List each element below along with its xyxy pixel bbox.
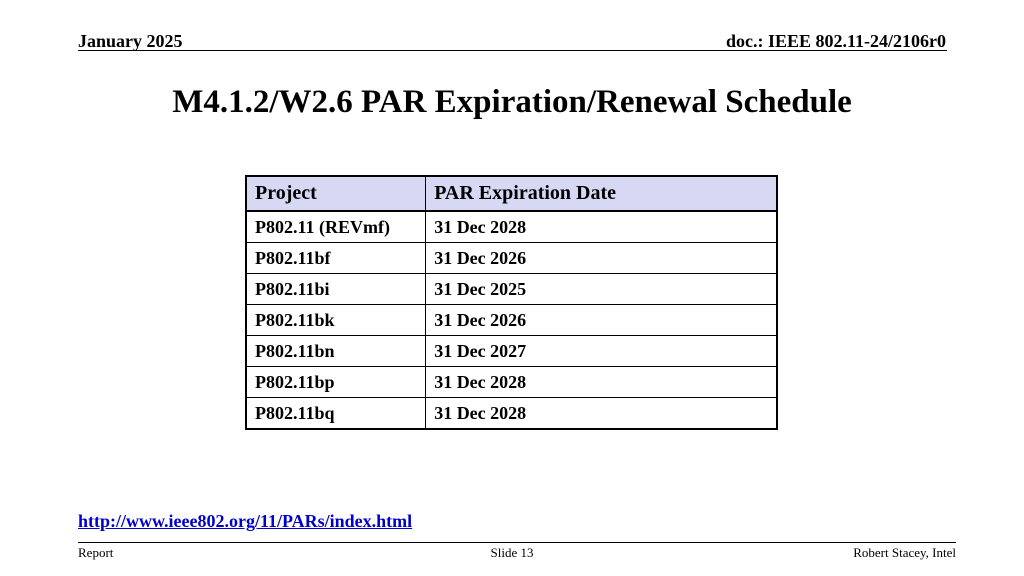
project-cell: P802.11bi bbox=[246, 274, 426, 305]
expiration-date-cell: 31 Dec 2028 bbox=[426, 367, 777, 398]
table-row bbox=[246, 398, 777, 430]
table-row bbox=[246, 243, 777, 274]
project-cell: P802.11bq bbox=[246, 398, 426, 430]
expiration-date-cell: 31 Dec 2026 bbox=[426, 243, 777, 274]
header-date: January 2025 bbox=[78, 31, 183, 51]
pars-index-link[interactable]: http://www.ieee802.org/11/PARs/index.html bbox=[78, 511, 413, 531]
header-doc-id: doc.: IEEE 802.11-24/2106r0 bbox=[725, 31, 946, 51]
column-header-expiration-date: PAR Expiration Date bbox=[426, 176, 777, 211]
expiration-date-cell: 31 Dec 2026 bbox=[426, 305, 777, 336]
table-row bbox=[246, 211, 777, 243]
expiration-date-cell: 31 Dec 2025 bbox=[426, 274, 777, 305]
expiration-date-cell: 31 Dec 2028 bbox=[426, 211, 777, 243]
project-cell: P802.11 (REVmf) bbox=[246, 211, 426, 243]
slide-title: M4.1.2/W2.6 PAR Expiration/Renewal Schedule bbox=[172, 84, 852, 120]
expiration-date-cell: 31 Dec 2027 bbox=[426, 336, 777, 367]
footer-divider bbox=[78, 542, 956, 543]
project-cell: P802.11bf bbox=[246, 243, 426, 274]
column-header-project: Project bbox=[246, 176, 426, 211]
footer-report-label: Report bbox=[78, 545, 114, 560]
table-row bbox=[246, 305, 777, 336]
header-divider bbox=[78, 50, 947, 51]
footer-author: Robert Stacey, Intel bbox=[853, 545, 956, 560]
table-row bbox=[246, 367, 777, 398]
project-cell: P802.11bk bbox=[246, 305, 426, 336]
table-row bbox=[246, 274, 777, 305]
table-header-row bbox=[246, 176, 777, 211]
footer-slide-number: Slide 13 bbox=[490, 545, 534, 560]
project-cell: P802.11bn bbox=[246, 336, 426, 367]
par-expiration-table bbox=[245, 175, 778, 430]
table-row bbox=[246, 336, 777, 367]
expiration-date-cell: 31 Dec 2028 bbox=[426, 398, 777, 430]
project-cell: P802.11bp bbox=[246, 367, 426, 398]
